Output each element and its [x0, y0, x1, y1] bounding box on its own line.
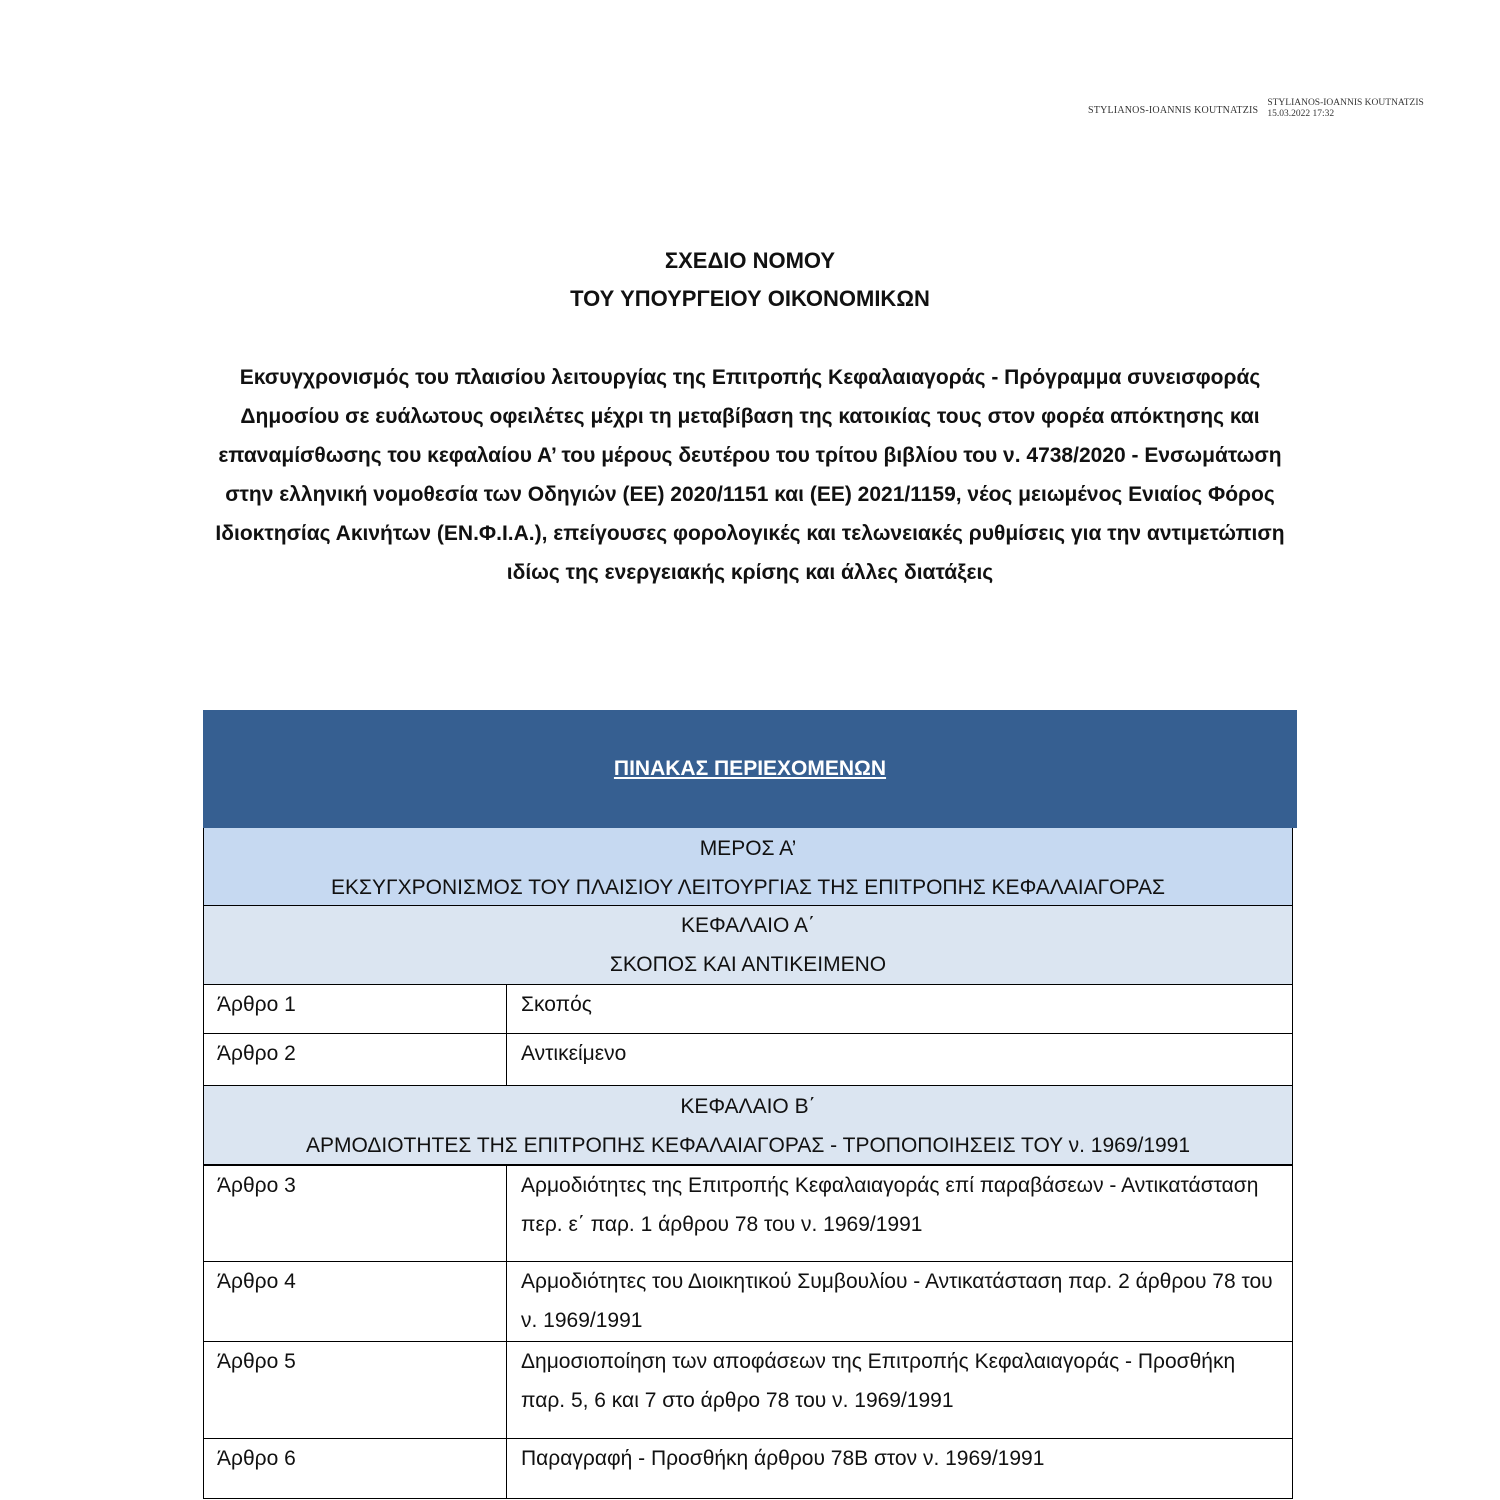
chapter-title: ΑΡΜΟΔΙΟΤΗΤΕΣ ΤΗΣ ΕΠΙΤΡΟΠΗΣ ΚΕΦΑΛΑΙΑΓΟΡΑΣ - ΤΡΟΠΟΠΟΙΗΣΕΙΣ ΤΟΥ ν. 1969/1991 — [305, 1134, 1191, 1157]
table-row — [204, 1262, 1292, 1342]
doc-type-line-2: ΤΟΥ ΥΠΟΥΡΓΕΙΟΥ ΟΙΚΟΝΟΜΙΚΩΝ — [570, 286, 930, 311]
signature-stamp — [1267, 98, 1423, 120]
article-title: Δημοσιοποίηση των αποφάσεων της Επιτροπής Κεφαλαιαγοράς - Προσθήκη παρ. 5, 6 και 7 στο άρθρο 78 του ν. 1969/1991 — [521, 1350, 1236, 1412]
article-number: Άρθρο 5 — [204, 1342, 507, 1438]
toc-header — [203, 710, 1297, 828]
table-row — [204, 1034, 1292, 1086]
toc-chapter-row — [204, 1086, 1292, 1166]
toc-part-row — [204, 828, 1292, 906]
article-title: Σκοπός — [521, 993, 592, 1016]
table-row — [204, 985, 1292, 1034]
chapter-title: ΣΚΟΠΟΣ ΚΑΙ ΑΝΤΙΚΕΙΜΕΝΟ — [609, 953, 887, 976]
bill-title: Εκσυγχρονισμός του πλαισίου λειτουργίας της Επιτροπής Κεφαλαιαγοράς - Πρόγραμμα συνεισφοράς Δημοσίου σε ευάλωτους οφειλέτες μέχρι τη μεταβίβαση της κατοικίας τους στον φορέα απόκτησης και επαναμίσθωσης του κεφαλαίου Α’ του μέρους δευτέρου του τρίτου βιβλίου του ν. 4738/2020 - Ενσωμάτωση στην ελληνική νομοθεσία των Οδηγιών (ΕΕ) 2020/1151 και (ΕΕ) 2021/1159, νέος μειωμένος Ενιαίος Φόρος Ιδιοκτησίας Ακινήτων (ΕΝ.Φ.Ι.Α.), επείγουσες φορολογικές και τελωνειακές ρυθμίσεις για την αντιμετώπιση ιδίως της ενεργειακής κρίσης και άλλες διατάξεις — [215, 366, 1285, 584]
article-number: Άρθρο 1 — [204, 985, 507, 1033]
article-title: Αρμοδιότητες του Διοικητικού Συμβουλίου - Αντικατάσταση παρ. 2 άρθρου 78 του ν. 1969/1991 — [521, 1270, 1273, 1332]
stamp-datetime: 15.03.2022 17:32 — [1267, 109, 1335, 119]
signer-name: STYLIANOS-IOANNIS KOUTNATZIS — [1088, 105, 1259, 116]
article-number: Άρθρο 4 — [204, 1262, 507, 1341]
toc-body — [203, 828, 1293, 1499]
article-number: Άρθρο 6 — [204, 1439, 507, 1498]
chapter-label: ΚΕΦΑΛΑΙΟ Β΄ — [680, 1095, 816, 1118]
article-title: Αντικείμενο — [521, 1042, 627, 1065]
part-title: ΕΚΣΥΓΧΡΟΝΙΣΜΟΣ ΤΟΥ ΠΛΑΙΣΙΟΥ ΛΕΙΤΟΥΡΓΙΑΣ ΤΗΣ ΕΠΙΤΡΟΠΗΣ ΚΕΦΑΛΑΙΑΓΟΡΑΣ — [331, 876, 1165, 899]
table-of-contents — [203, 710, 1293, 1499]
table-row — [204, 1439, 1292, 1499]
table-row — [204, 1342, 1292, 1439]
stamp-signer-name: STYLIANOS-IOANNIS KOUTNATZIS — [1267, 98, 1424, 108]
article-number: Άρθρο 3 — [204, 1166, 507, 1261]
doc-type-line-1: ΣΧΕΔΙΟ ΝΟΜΟΥ — [664, 248, 836, 273]
chapter-label: ΚΕΦΑΛΑΙΟ Α΄ — [680, 914, 816, 937]
digital-signature — [1088, 98, 1424, 120]
part-label: ΜΕΡΟΣ Α’ — [699, 837, 797, 860]
toc-chapter-row — [204, 906, 1292, 985]
article-number: Άρθρο 2 — [204, 1034, 507, 1085]
toc-header-title: ΠΙΝΑΚΑΣ ΠΕΡΙΕΧΟΜΕΝΩΝ — [613, 757, 887, 780]
document-type-heading — [0, 242, 1500, 318]
article-title: Αρμοδιότητες της Επιτροπής Κεφαλαιαγοράς επί παραβάσεων - Αντικατάσταση περ. ε΄ παρ. 1 άρθρου 78 του ν. 1969/1991 — [521, 1174, 1259, 1236]
article-title: Παραγραφή - Προσθήκη άρθρου 78Β στον ν. 1969/1991 — [521, 1447, 1045, 1470]
table-row — [204, 1166, 1292, 1262]
